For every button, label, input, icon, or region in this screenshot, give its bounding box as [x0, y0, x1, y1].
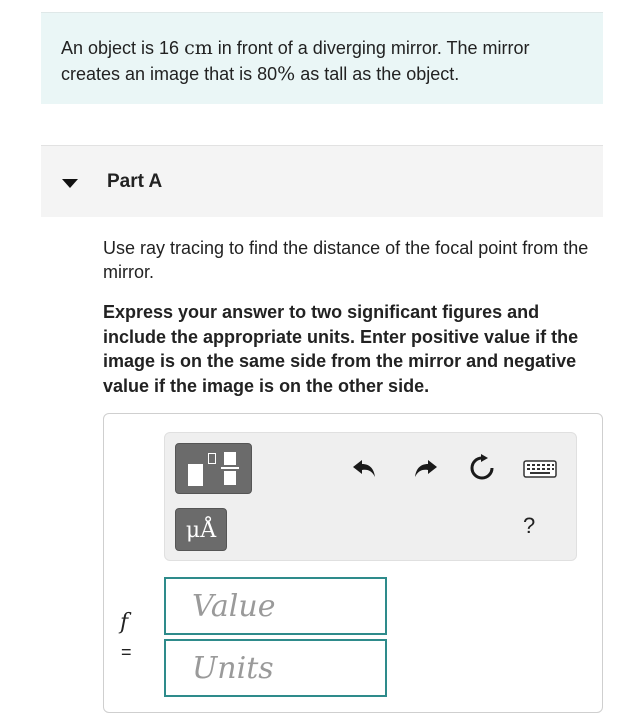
template-fraction-bar-icon — [221, 467, 239, 469]
equals-sign: = — [121, 642, 132, 662]
problem-statement-box — [41, 12, 603, 104]
template-box-icon — [188, 464, 203, 486]
question-text: Use ray tracing to find the distance of the focal point from the mirror. — [103, 238, 589, 282]
collapse-caret-icon[interactable] — [62, 179, 78, 188]
help-button[interactable]: ? — [523, 513, 536, 538]
part-a-header[interactable] — [41, 145, 603, 217]
problem-text — [61, 35, 581, 87]
variable-label: f — [120, 610, 129, 635]
part-title: Part A — [107, 171, 163, 192]
redo-icon[interactable] — [410, 453, 440, 483]
undo-icon[interactable] — [350, 453, 380, 483]
units-input[interactable] — [164, 639, 387, 697]
math-toolbar — [164, 432, 577, 561]
template-superscript-icon — [208, 453, 216, 464]
value-input[interactable] — [164, 577, 387, 635]
problem-text-part3: as tall as the object. — [295, 64, 460, 84]
templates-button[interactable] — [175, 443, 252, 494]
units-button[interactable]: μÅ — [175, 508, 227, 551]
answer-panel — [103, 413, 603, 713]
percent-sign: % — [277, 63, 296, 85]
unit-cm: cm — [184, 37, 213, 59]
reset-icon[interactable] — [467, 453, 497, 483]
template-fraction-denominator-icon — [224, 471, 236, 485]
instructions-text: Express your answer to two significant figures and include the appropriate units. Enter positive value if the image is on the same side from the mirror and negative value if the image is on the other side. — [103, 302, 579, 396]
problem-text-part1: An object is 16 — [61, 38, 185, 58]
template-fraction-numerator-icon — [224, 452, 236, 465]
problem-text-part2: in front of a diverging mirror. The mirror creates an image that is 80 — [61, 38, 530, 84]
keyboard-icon[interactable] — [523, 457, 557, 481]
